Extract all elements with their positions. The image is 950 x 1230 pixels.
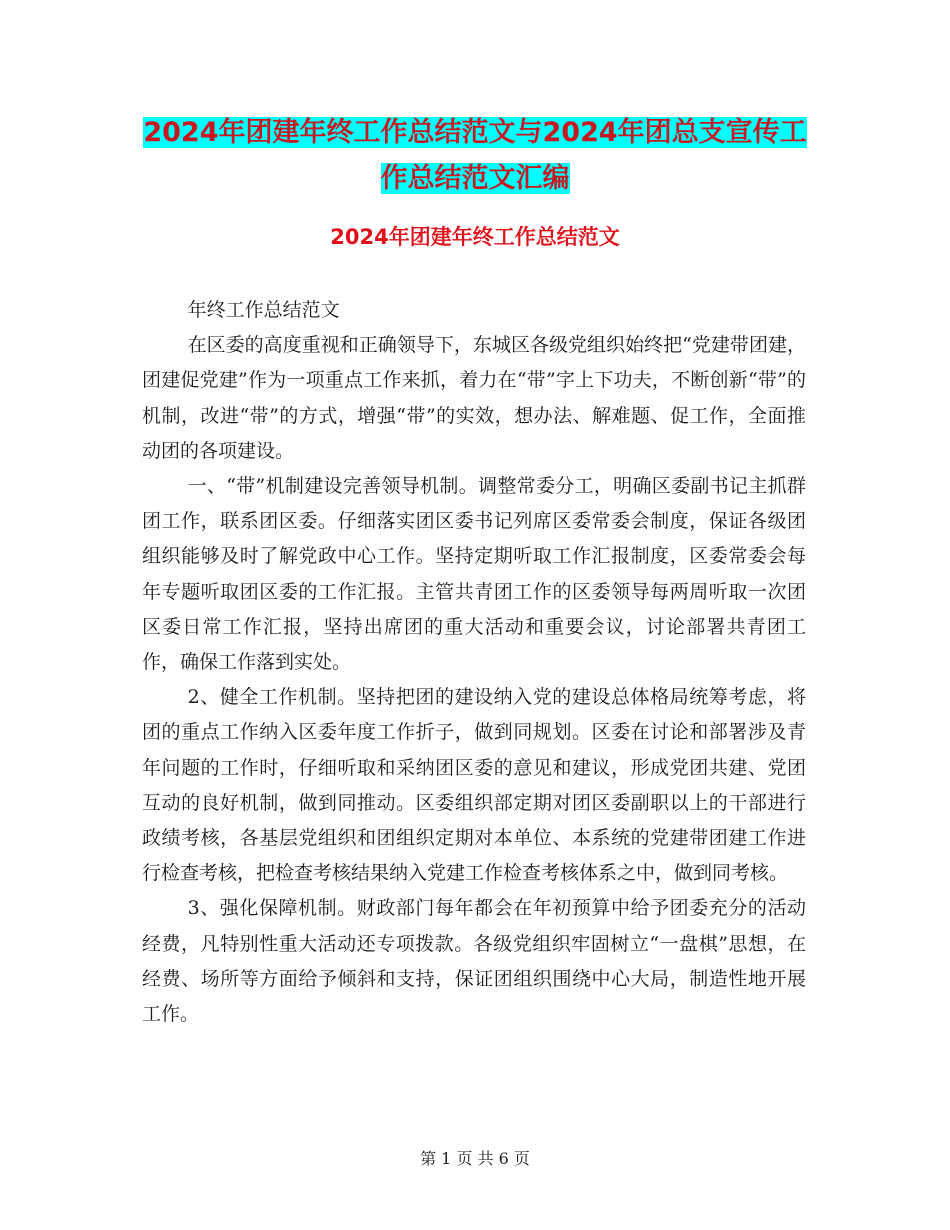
document-title	[140, 110, 810, 202]
document-title-line-1: 2024年团建年终工作总结范文与2024年团总支宣传工	[143, 117, 807, 148]
section-title: 2024年团建年终工作总结范文	[330, 225, 620, 249]
page-number-footer: 第 1 页 共 6 页	[420, 1149, 530, 1168]
paragraph: 在区委的高度重视和正确领导下，东城区各级党组织始终把“党建带团建，团建促党建”作为一项重点工作来抓，着力在“带”字上下功夫，不断创新“带”的机制，改进“带”的方式，增强“带”的实效，想办法、解难题、促工作，全面推动团的各项建设。	[142, 334, 806, 462]
paragraph: 3、强化保障机制。财政部门每年都会在年初预算中给予团委充分的活动经费，凡特别性重大活动还专项拨款。各级党组织牢固树立“一盘棋”思想，在经费、场所等方面给予倾斜和支持，保证团组织围绕中心大局，制造性地开展工作。	[142, 897, 806, 1026]
paragraph: 2、健全工作机制。坚持把团的建设纳入党的建设总体格局统筹考虑，将团的重点工作纳入区委年度工作折子，做到同规划。区委在讨论和部署涉及青年问题的工作时，仔细听取和采纳团区委的意见和建议，形成党团共建、党团互动的良好机制，做到同推动。区委组织部定期对团区委副职以上的干部进行政绩考核，各基层党组织和团组织定期对本单位、本系统的党建带团建工作进行检查考核，把检查考核结果纳入党建工作检查考核体系之中，做到同考核。	[142, 686, 806, 885]
document-body	[142, 293, 806, 1032]
paragraph: 一、“带”机制建设完善领导机制。调整常委分工，明确区委副书记主抓群团工作，联系团区委。仔细落实团区委书记列席区委常委会制度，保证各级团组织能够及时了解党政中心工作。坚持定期听取工作汇报制度，区委常委会每年专题听取团区委的工作汇报。主管共青团工作的区委领导每两周听取一次团区委日常工作汇报，坚持出席团的重大活动和重要会议，讨论部署共青团工作，确保工作落到实处。	[142, 475, 806, 674]
document-title-line-2: 作总结范文汇编	[380, 163, 570, 194]
paragraph-subheading: 年终工作总结范文	[187, 299, 340, 321]
